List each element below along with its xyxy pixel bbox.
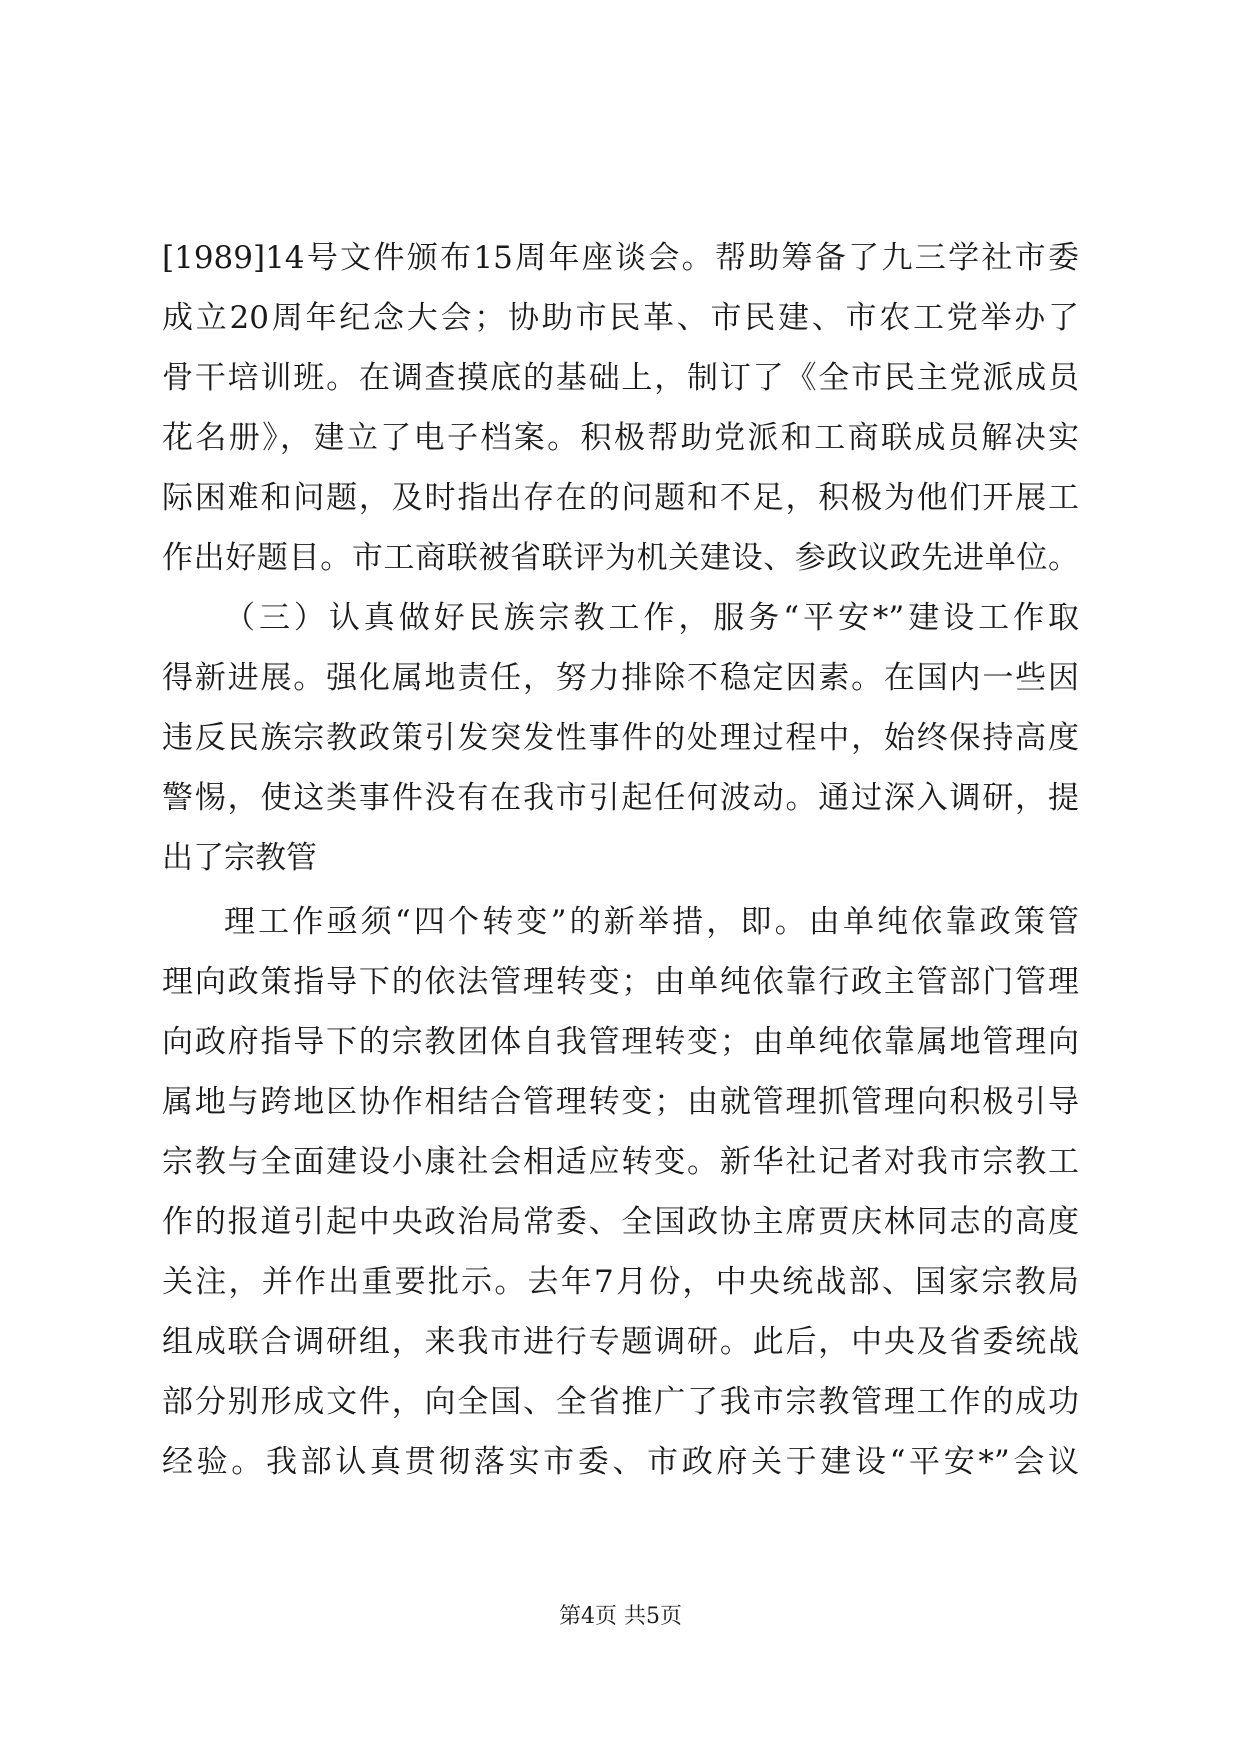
text-line: 组成联合调研组，来我市进行专题调研。此后，中央及省委统战 — [162, 1324, 1079, 1360]
text-line: 属地与跨地区协作相结合管理转变；由就管理抓管理向积极引导 — [162, 1084, 1079, 1120]
text-line: （三）认真做好民族宗教工作，服务“平安*”建设工作取 — [224, 600, 1079, 636]
text-line: 作出好题目。市工商联被省联评为机关建设、参政议政先进单位。 — [162, 540, 1079, 576]
text-line: 作的报道引起中央政治局常委、全国政协主席贾庆林同志的高度 — [162, 1204, 1079, 1240]
text-line: 宗教与全面建设小康社会相适应转变。新华社记者对我市宗教工 — [162, 1144, 1079, 1180]
text-line: 理向政策指导下的依法管理转变；由单纯依靠行政主管部门管理 — [162, 964, 1079, 1000]
page-number-footer: 第4页 共5页 — [559, 1604, 682, 1629]
text-line: 花名册》，建立了电子档案。积极帮助党派和工商联成员解决实 — [162, 420, 1079, 456]
text-line: 向政府指导下的宗教团体自我管理转变；由单纯依靠属地管理向 — [162, 1024, 1079, 1060]
text-line: 部分别形成文件，向全国、全省推广了我市宗教管理工作的成功 — [162, 1384, 1079, 1420]
text-line: 经验。我部认真贯彻落实市委、市政府关于建设“平安*”会议 — [162, 1444, 1079, 1480]
text-line: [1989]14号文件颁布15周年座谈会。帮助筹备了九三学社市委 — [162, 240, 1079, 276]
text-line: 骨干培训班。在调查摸底的基础上，制订了《全市民主党派成员 — [162, 360, 1079, 396]
text-line: 出了宗教管 — [162, 840, 317, 876]
text-line: 警惕，使这类事件没有在我市引起任何波动。通过深入调研，提 — [162, 780, 1079, 816]
text-line: 违反民族宗教政策引发突发性事件的处理过程中，始终保持高度 — [162, 720, 1079, 756]
text-line: 理工作亟须“四个转变”的新举措，即。由单纯依靠政策管 — [224, 904, 1079, 940]
paragraph-2 — [162, 588, 1079, 888]
text-line: 成立20周年纪念大会；协助市民革、市民建、市农工党举办了 — [162, 300, 1079, 336]
document-body — [162, 228, 1079, 1492]
text-line: 关注，并作出重要批示。去年7月份，中央统战部、国家宗教局 — [162, 1264, 1079, 1300]
text-line: 得新进展。强化属地责任，努力排除不稳定因素。在国内一些因 — [162, 660, 1079, 696]
text-line: 际困难和问题，及时指出存在的问题和不足，积极为他们开展工 — [162, 480, 1079, 516]
paragraph-3 — [162, 892, 1079, 1492]
paragraph-1 — [162, 228, 1079, 588]
